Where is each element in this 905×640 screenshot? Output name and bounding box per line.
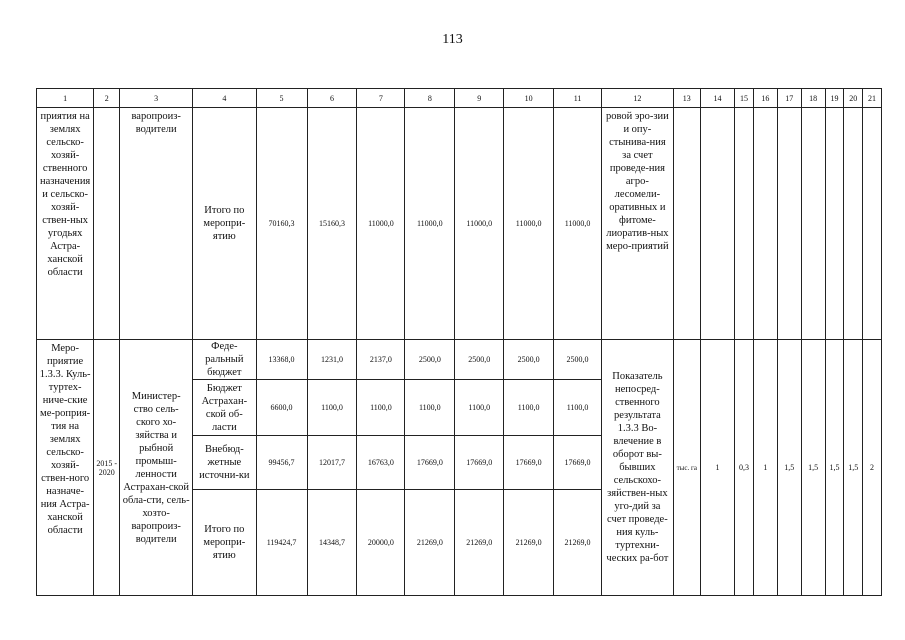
value-cell: 12017,7 (307, 436, 357, 490)
value-cell: 1100,0 (307, 380, 357, 436)
value-cell: 2137,0 (357, 340, 405, 380)
value-cell: 11000,0 (455, 108, 504, 340)
executor-cell: варопроиз-водители (120, 108, 193, 340)
indicator-description-cell: Показатель непосред-ственного результата 1.3.3 Во-влечение в оборот вы-бывших сельскохо-зяйствен-ных уго-дий за счет проведе-ния куль-туртехни-ческих ра-бот (601, 340, 673, 596)
header-cell: 14 (700, 89, 734, 108)
header-cell: 19 (825, 89, 844, 108)
value-cell: 1100,0 (554, 380, 602, 436)
indicator-description-cell: ровой эро-зии и опу-стынива-ния за счет проведе-ния агро-лесомели-оративных и фитоме-лиоратив-ных меро-приятий (601, 108, 673, 340)
indicator-value-cell: 1,5 (844, 340, 863, 596)
value-cell: 20000,0 (357, 490, 405, 596)
header-cell: 1 (37, 89, 94, 108)
indicator-value-cell: 1,5 (801, 340, 825, 596)
value-cell: 17669,0 (405, 436, 455, 490)
value-cell: 17669,0 (455, 436, 504, 490)
value-cell: 70160,3 (256, 108, 307, 340)
source-cell: Итого по меропри-ятию (193, 108, 256, 340)
period-cell (94, 108, 120, 340)
value-cell: 11000,0 (504, 108, 554, 340)
header-row (37, 89, 882, 108)
header-cell: 8 (405, 89, 455, 108)
value-cell: 15160,3 (307, 108, 357, 340)
header-cell: 5 (256, 89, 307, 108)
empty-cell (735, 108, 754, 340)
value-cell: 21269,0 (554, 490, 602, 596)
header-cell: 12 (601, 89, 673, 108)
value-cell: 11000,0 (554, 108, 602, 340)
value-cell: 16763,0 (357, 436, 405, 490)
value-cell: 14348,7 (307, 490, 357, 596)
value-cell: 21269,0 (405, 490, 455, 596)
value-cell: 2500,0 (504, 340, 554, 380)
header-cell: 6 (307, 89, 357, 108)
table-row (37, 108, 882, 340)
value-cell: 2500,0 (405, 340, 455, 380)
value-cell: 17669,0 (504, 436, 554, 490)
header-cell: 21 (863, 89, 882, 108)
empty-cell (863, 108, 882, 340)
program-table (36, 88, 882, 596)
header-cell: 17 (777, 89, 801, 108)
source-cell: Итого по меропри-ятию (193, 490, 256, 596)
value-cell: 1100,0 (455, 380, 504, 436)
value-cell: 1100,0 (405, 380, 455, 436)
empty-cell (700, 108, 734, 340)
value-cell: 21269,0 (455, 490, 504, 596)
source-cell: Бюджет Астрахан-ской об-ласти (193, 380, 256, 436)
indicator-value-cell: 1 (753, 340, 777, 596)
value-cell: 1100,0 (504, 380, 554, 436)
empty-cell (825, 108, 844, 340)
value-cell: 119424,7 (256, 490, 307, 596)
header-cell: 7 (357, 89, 405, 108)
value-cell: 11000,0 (357, 108, 405, 340)
header-cell: 18 (801, 89, 825, 108)
page-number: 113 (442, 32, 463, 47)
header-cell: 20 (844, 89, 863, 108)
value-cell: 13368,0 (256, 340, 307, 380)
empty-cell (777, 108, 801, 340)
value-cell: 1231,0 (307, 340, 357, 380)
value-cell: 17669,0 (554, 436, 602, 490)
header-cell: 11 (554, 89, 602, 108)
indicator-value-cell: 2 (863, 340, 882, 596)
header-cell: 16 (753, 89, 777, 108)
header-cell: 15 (735, 89, 754, 108)
empty-cell (844, 108, 863, 340)
indicator-value-cell: 1,5 (825, 340, 844, 596)
header-cell: 3 (120, 89, 193, 108)
executor-cell: Министер-ство сель-ского хо-зяйства и рыбной промыш-ленности Астрахан-ской обла-сти, сель-хозто-варопроиз-водители (120, 340, 193, 596)
empty-cell (801, 108, 825, 340)
value-cell: 1100,0 (357, 380, 405, 436)
header-cell: 2 (94, 89, 120, 108)
header-cell: 4 (193, 89, 256, 108)
unit-cell: тыс. га (673, 340, 700, 596)
source-cell: Внебюд-жетные источни-ки (193, 436, 256, 490)
value-cell: 21269,0 (504, 490, 554, 596)
value-cell: 2500,0 (455, 340, 504, 380)
header-cell: 13 (673, 89, 700, 108)
header-cell: 10 (504, 89, 554, 108)
measure-name-cell: приятия на землях сельско-хозяй-ственного назначения и сельско-хозяй-ствен-ных угодьях Астра-ханской области (37, 108, 94, 340)
indicator-value-cell: 1 (700, 340, 734, 596)
measure-name-cell: Меро-приятие 1.3.3. Куль-туртех-ниче-ские ме-роприя-тия на землях сельско-хозяй-ствен-ного назначе-ния Астра-ханской области (37, 340, 94, 596)
indicator-value-cell: 1,5 (777, 340, 801, 596)
header-cell: 9 (455, 89, 504, 108)
indicator-value-cell: 0,3 (735, 340, 754, 596)
period-cell: 2015 - 2020 (94, 340, 120, 596)
source-cell: Феде-ральный бюджет (193, 340, 256, 380)
empty-cell (673, 108, 700, 340)
table-row (37, 340, 882, 380)
value-cell: 11000,0 (405, 108, 455, 340)
empty-cell (753, 108, 777, 340)
value-cell: 99456,7 (256, 436, 307, 490)
value-cell: 6600,0 (256, 380, 307, 436)
value-cell: 2500,0 (554, 340, 602, 380)
